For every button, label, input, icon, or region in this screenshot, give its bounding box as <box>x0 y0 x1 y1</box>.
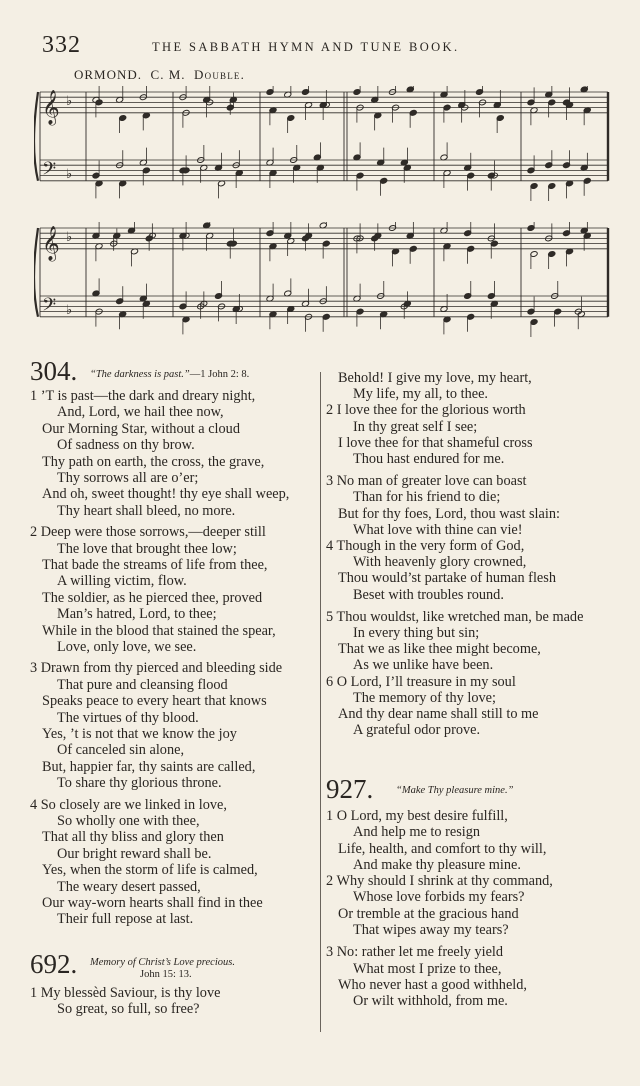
hymn-line: That wipes away my tears? <box>353 922 509 938</box>
hymn-line: Thou would’st partake of human flesh <box>338 570 556 586</box>
hymn-line: Thy path on earth, the cross, the grave, <box>42 454 265 470</box>
hymn-line: Or wilt withhold, from me. <box>353 993 508 1009</box>
hymn-line: The memory of thy love; <box>353 690 496 706</box>
bass-clef-icon: 𝄢 <box>42 294 57 320</box>
flat-icon: ♭ <box>66 229 73 244</box>
hymn-line: As we unlike have been. <box>353 657 494 673</box>
hymn-line: Love, only love, we see. <box>57 639 197 655</box>
hymn-line: 2 Why should I shrink at thy command, <box>326 873 553 889</box>
hymn-line: And help me to resign <box>353 824 481 840</box>
flat-icon: ♭ <box>66 93 73 108</box>
flat-icon: ♭ <box>66 302 73 318</box>
hymn-line: Than for his friend to die; <box>353 489 501 505</box>
hymn-line: To share thy glorious throne. <box>57 775 222 791</box>
hymn-line: Whose love forbids my fears? <box>353 889 525 905</box>
hymn-line: 2 Deep were those sorrows,—deeper still <box>30 524 266 540</box>
hymn-line: Beset with troubles round. <box>353 587 504 603</box>
hymn-line: Yes, when the storm of life is calmed, <box>42 862 258 878</box>
hymn-line: Thou hast endured for me. <box>353 451 505 467</box>
hymn-line: And, Lord, we hail thee now, <box>57 404 224 420</box>
tune-name: ORMOND. <box>74 67 143 82</box>
right-column <box>326 0 626 1086</box>
hymn-line: Thy sorrows all are o’er; <box>57 470 199 486</box>
hymn-line: 6 O Lord, I’ll treasure in my soul <box>326 674 516 690</box>
hymn-line: Man’s hatred, Lord, to thee; <box>57 606 217 622</box>
bass-clef-icon: 𝄢 <box>42 158 57 184</box>
hymn-line: 1 ’T is past—the dark and dreary night, <box>30 388 256 404</box>
hymn-number-692: 692. <box>30 949 78 979</box>
hymn-line: 1 My blessèd Saviour, is thy love <box>30 985 221 1001</box>
hymn-line: 5 Thou wouldst, like wretched man, be made <box>326 609 584 625</box>
hymn-line: That we as like thee might become, <box>338 641 541 657</box>
hymn-line: In thy great self I see; <box>353 419 478 435</box>
hymn-line: My life, my all, to thee. <box>353 386 488 402</box>
hymn-line: Behold! I give my love, my heart, <box>338 370 532 386</box>
hymn-epigraph-927: “Make Thy pleasure mine.” <box>396 785 514 796</box>
hymn-line: Their full repose at last. <box>57 911 194 927</box>
hymn-line: A grateful odor prove. <box>353 722 481 738</box>
hymn-line: Our Morning Star, without a cloud <box>42 421 240 437</box>
hymn-line: With heavenly glory crowned, <box>353 554 527 570</box>
hymn-line: Yes, ’t is not that we know the joy <box>42 726 237 742</box>
hymn-line: 3 No: rather let me freely yield <box>326 944 504 960</box>
hymn-line: Life, health, and comfort to thy will, <box>338 841 547 857</box>
hymn-line: A willing victim, flow. <box>57 573 187 589</box>
hymn-line: So wholly one with thee, <box>57 813 200 829</box>
hymn-line: And oh, sweet thought! thy eye shall weep, <box>42 486 290 502</box>
hymn-line: 4 So closely are we linked in love, <box>30 797 227 813</box>
treble-clef-icon: 𝄞 <box>42 89 60 125</box>
hymn-epigraph-692: Memory of Christ’s Love precious. <box>90 957 235 968</box>
hymn-line: But for thy foes, Lord, thou wast slain: <box>338 506 560 522</box>
hymn-line: Or tremble at the gracious hand <box>338 906 519 922</box>
hymn-line: But, happier far, thy saints are called, <box>42 759 256 775</box>
hymn-line: I love thee for that shameful cross <box>338 435 533 451</box>
hymn-line: Speaks peace to every heart that knows <box>42 693 267 709</box>
hymn-line: That pure and cleansing flood <box>57 677 228 693</box>
hymn-line: 4 Though in the very form of God, <box>326 538 525 554</box>
hymn-line: Thy heart shall bleed, no more. <box>57 503 236 519</box>
hymn-line: In every thing but sin; <box>353 625 480 641</box>
hymn-line: That bade the streams of life from thee, <box>42 557 268 573</box>
hymn-line: That all thy bliss and glory then <box>42 829 224 845</box>
hymn-line: While in the blood that stained the spear, <box>42 623 276 639</box>
hymn-number-927: 927. <box>326 774 374 804</box>
hymn-line: What love with thine can vie! <box>353 522 523 538</box>
left-column <box>30 0 330 1086</box>
hymn-line: Of sadness on thy brow. <box>57 437 195 453</box>
hymn-line: Our bright reward shall be. <box>57 846 212 862</box>
hymn-line: Of canceled sin alone, <box>57 742 185 758</box>
treble-clef-icon: 𝄞 <box>42 225 60 261</box>
flat-icon: ♭ <box>66 166 73 182</box>
hymn-line: 3 No man of greater love can boast <box>326 473 527 489</box>
hymn-line: 1 O Lord, my best desire fulfill, <box>326 808 508 824</box>
hymn-line: 2 I love thee for the glorious worth <box>326 402 526 418</box>
hymn-line: And thy dear name shall still to me <box>338 706 539 722</box>
hymn-line: And make thy pleasure mine. <box>353 857 521 873</box>
tune-note: Double. <box>194 67 246 82</box>
hymn-line: Our way-worn hearts shall find in thee <box>42 895 263 911</box>
hymn-line: The love that brought thee low; <box>57 541 237 557</box>
hymn-line: The soldier, as he pierced thee, proved <box>42 590 263 606</box>
hymn-line: The weary desert passed, <box>57 879 201 895</box>
running-head: THE SABBATH HYMN AND TUNE BOOK. <box>152 40 460 54</box>
page-number: 332 <box>42 32 81 58</box>
hymn-number-304: 304. <box>30 356 78 386</box>
hymn-line: 3 Drawn from thy pierced and bleeding side <box>30 660 283 676</box>
hymn-reference-692: John 15: 13. <box>140 969 192 980</box>
hymn-line: So great, so full, so free? <box>57 1001 200 1017</box>
hymn-line: The virtues of thy blood. <box>57 710 199 726</box>
hymn-line: What most I prize to thee, <box>353 961 502 977</box>
hymn-epigraph-304: “The darkness is past.”—1 John 2: 8. <box>90 369 250 380</box>
tune-meter: C. M. <box>150 67 186 82</box>
hymn-line: Who never hast a good withheld, <box>338 977 527 993</box>
